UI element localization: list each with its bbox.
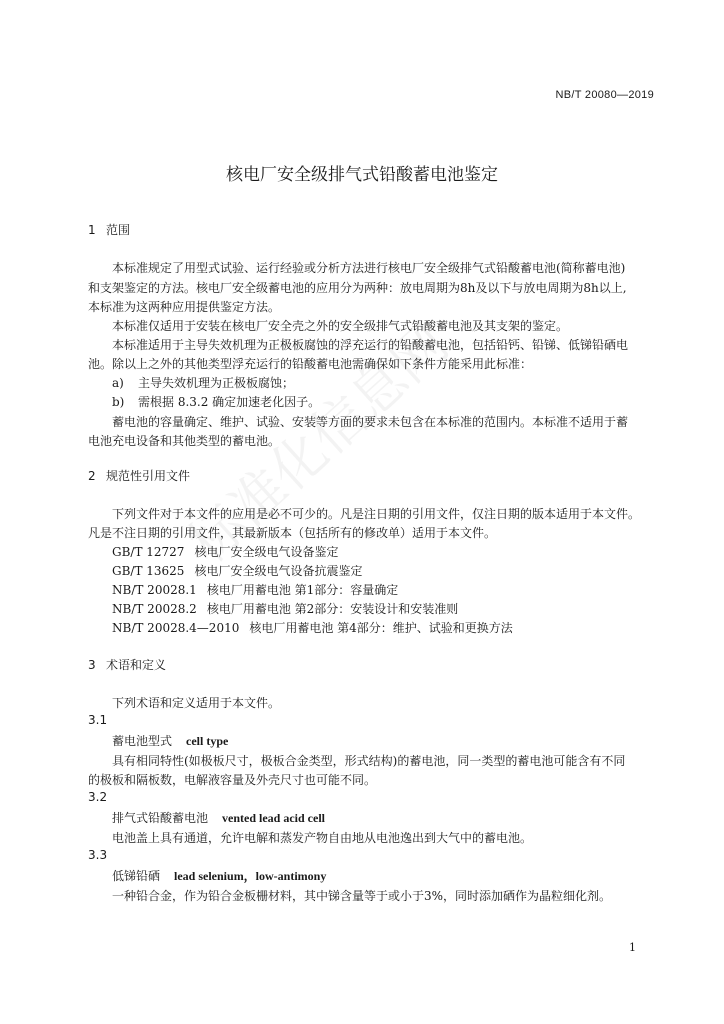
- list-marker: a): [112, 376, 124, 390]
- term-chinese: 排气式铅酸蓄电池: [112, 811, 209, 825]
- reference-name: 核电厂安全级电气设备鉴定: [194, 545, 339, 559]
- paragraph-line: 下列术语和定义适用于本文件。: [112, 696, 281, 710]
- definition-line: 具有相同特性(如极板尺寸，极板合金类型，形式结构)的蓄电池，同一类型的蓄电池可能含有不同: [112, 754, 626, 768]
- list-text: 主导失效机理为正极板腐蚀；: [138, 376, 295, 390]
- reference-item: [112, 600, 458, 617]
- page-number: 1: [629, 941, 636, 954]
- reference-item: [112, 562, 362, 579]
- paragraph-line: 池。除以上之外的其他类型浮充运行的铅酸蓄电池需确保如下条件方能采用此标准：: [88, 357, 533, 371]
- reference-code: NB/T 20028.1: [112, 583, 197, 597]
- section-2-heading: [88, 467, 190, 484]
- reference-code: NB/T 20028.4—2010: [112, 621, 240, 635]
- reference-name: 核电厂安全级电气设备抗震鉴定: [194, 564, 363, 578]
- section-title: 术语和定义: [106, 658, 167, 672]
- clause-number: 3.3: [88, 848, 108, 862]
- term-heading: [112, 867, 326, 884]
- term-heading: [112, 732, 228, 749]
- paragraph-line: 蓄电池的容量确定、维护、试验、安装等方面的要求未包含在本标准的范围内。本标准不适用于蓄: [112, 415, 629, 429]
- paragraph-line: 本标准为这两种应用提供鉴定方法。: [88, 300, 281, 314]
- reference-name: 核电厂用蓄电池 第4部分：维护、试验和更换方法: [249, 621, 513, 635]
- section-3-heading: [88, 656, 166, 673]
- list-marker: b): [112, 395, 125, 409]
- paragraph-line: 电池充电设备和其他类型的蓄电池。: [88, 434, 281, 448]
- section-title: 范围: [106, 223, 131, 237]
- reference-item: [112, 619, 513, 636]
- section-number: 3: [88, 658, 96, 672]
- definition-line: 的极板和隔板数，电解液容量及外壳尺寸也可能不同。: [88, 773, 377, 787]
- clause-number: 3.1: [88, 713, 108, 727]
- reference-code: NB/T 20028.2: [112, 602, 197, 616]
- reference-code: GB/T 13625: [112, 564, 185, 578]
- list-item: [112, 393, 320, 410]
- standard-code: NB/T 20080—2019: [555, 89, 654, 101]
- section-title: 规范性引用文件: [106, 469, 191, 483]
- list-text: 需根据 8.3.2 确定加速老化因子。: [138, 395, 321, 409]
- reference-item: [112, 543, 338, 560]
- section-number: 1: [88, 223, 96, 237]
- term-chinese: 低锑铅硒: [112, 869, 161, 883]
- reference-code: GB/T 12727: [112, 545, 185, 559]
- paragraph-line: 本标准适用于主导失效机理为正极板腐蚀的浮充运行的铅酸蓄电池，包括铅钙、铅锑、低锑铅硒电: [112, 338, 629, 352]
- paragraph-line: 本标准规定了用型式试验、运行经验或分析方法进行核电厂安全级排气式铅酸蓄电池(简称蓄电池): [112, 261, 626, 275]
- section-number: 2: [88, 469, 96, 483]
- term-english: vented lead acid cell: [222, 811, 325, 825]
- definition-line: 一种铅合金，作为铅合金板栅材料，其中锑含量等于或小于3%，同时添加硒作为晶粒细化剂。: [112, 889, 612, 903]
- definition-line: 电池盖上具有通道，允许电解和蒸发产物自由地从电池逸出到大气中的蓄电池。: [112, 831, 533, 845]
- term-english: cell type: [186, 734, 229, 748]
- reference-item: [112, 581, 398, 598]
- reference-name: 核电厂用蓄电池 第1部分：容量确定: [206, 583, 399, 597]
- term-chinese: 蓄电池型式: [112, 734, 173, 748]
- paragraph-line: 本标准仅适用于安装在核电厂安全壳之外的安全级排气式铅酸蓄电池及其支架的鉴定。: [112, 319, 569, 333]
- clause-number: 3.2: [88, 790, 108, 804]
- term-english: lead selenium，low-antimony: [174, 869, 327, 883]
- paragraph-line: 凡是不注日期的引用文件，其最新版本（包括所有的修改单）适用于本文件。: [88, 526, 497, 540]
- reference-name: 核电厂用蓄电池 第2部分：安装设计和安装准则: [206, 602, 459, 616]
- list-item: [112, 374, 294, 391]
- term-heading: [112, 809, 325, 826]
- document-title: 核电厂安全级排气式铅酸蓄电池鉴定: [226, 165, 498, 185]
- paragraph-line: 和支架鉴定的方法。核电厂安全级蓄电池的应用分为两种：放电周期为8h及以下与放电周期为8h以上,: [88, 281, 627, 295]
- section-1-heading: [88, 221, 130, 238]
- paragraph-line: 下列文件对于本文件的应用是必不可少的。凡是注日期的引用文件，仅注日期的版本适用于本文件。: [112, 507, 641, 521]
